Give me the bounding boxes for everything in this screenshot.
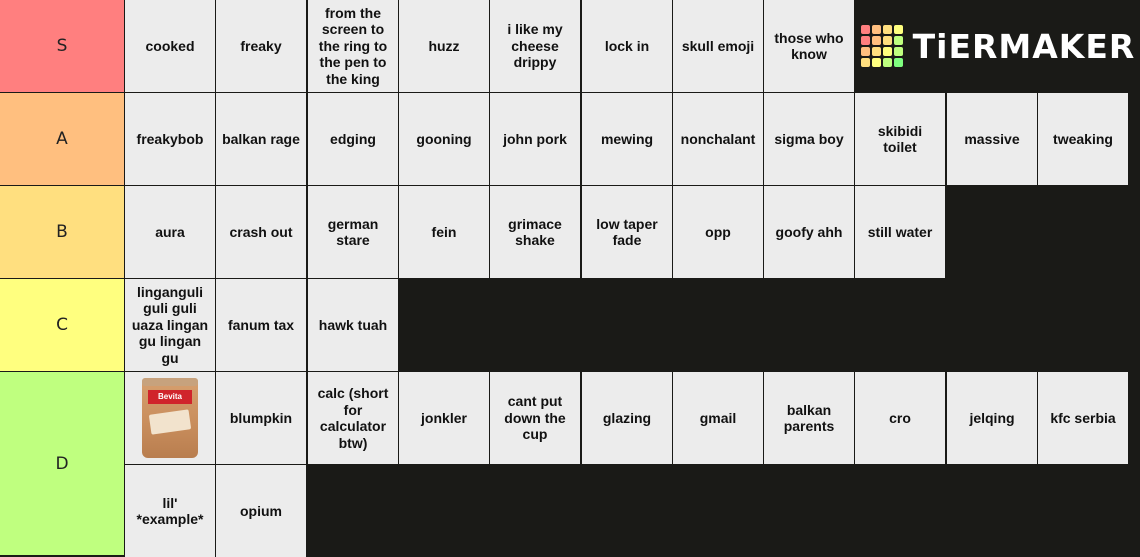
tier-item-image-bevita[interactable] xyxy=(125,372,215,464)
tier-item-label xyxy=(776,224,843,241)
tier-item-label xyxy=(228,317,294,334)
tier-item[interactable] xyxy=(764,93,854,185)
tier-item-line: the pen to xyxy=(319,54,387,71)
tier-item[interactable] xyxy=(308,372,398,464)
logo-text: TiERMAKER xyxy=(912,26,1136,66)
tier-item-line: jonkler xyxy=(421,409,467,426)
tier-item-line: down the xyxy=(504,409,566,426)
tier-item-line: btw) xyxy=(338,434,368,451)
tier-label-d: D xyxy=(0,372,124,556)
tier-item[interactable] xyxy=(399,93,489,185)
bag-window xyxy=(149,409,191,434)
tier-item[interactable] xyxy=(125,93,215,185)
tier-label-b: B xyxy=(0,186,124,279)
logo-square xyxy=(894,58,903,67)
logo-grid-icon xyxy=(861,25,903,67)
tier-item-line: i like my xyxy=(507,21,563,38)
bag-top xyxy=(142,378,198,386)
tier-item-line: mewing xyxy=(600,130,654,147)
tier-item-line: german xyxy=(327,215,379,232)
tier-item-line: opium xyxy=(240,502,282,519)
tier-item-line: john pork xyxy=(503,130,567,147)
tier-label-a: A xyxy=(0,93,124,186)
tier-item[interactable] xyxy=(125,186,215,278)
tier-item-label xyxy=(596,216,657,249)
tier-item-label xyxy=(318,385,389,451)
tier-item[interactable] xyxy=(855,186,945,278)
logo-square xyxy=(861,58,870,67)
tier-item-label xyxy=(432,224,457,241)
tier-item-line: lock in xyxy=(604,37,650,54)
tier-item[interactable] xyxy=(216,279,306,371)
tier-item-line: guli guli xyxy=(143,300,197,317)
tier-item[interactable] xyxy=(125,279,215,371)
tier-item-line: gmail xyxy=(699,409,737,426)
tier-item[interactable] xyxy=(216,465,306,557)
tier-item-line: balkan rage xyxy=(222,130,300,147)
product-bag-image xyxy=(132,376,208,460)
tier-item[interactable] xyxy=(855,93,945,185)
tier-item-label xyxy=(229,224,292,241)
tier-item-label xyxy=(889,410,911,427)
tier-item-label xyxy=(1050,410,1115,427)
logo-square xyxy=(861,47,870,56)
logo-square xyxy=(861,36,870,45)
tier-item[interactable] xyxy=(490,372,580,464)
tier-item[interactable] xyxy=(582,0,672,92)
logo-square xyxy=(872,58,881,67)
tier-item-line: know xyxy=(791,46,827,62)
tier-item[interactable] xyxy=(216,93,306,185)
tier-item[interactable] xyxy=(216,0,306,92)
tier-item-label xyxy=(421,410,467,427)
tier-item-label xyxy=(603,410,651,427)
tier-item-line: gooning xyxy=(416,130,472,147)
tier-item-label xyxy=(682,38,754,55)
tier-item-line: blumpkin xyxy=(229,409,293,426)
tier-item-line: parents xyxy=(783,418,835,434)
tier-item-line: toilet xyxy=(883,139,917,155)
tier-item-label xyxy=(1053,131,1113,148)
tier-item-label xyxy=(700,410,737,427)
tier-item-label xyxy=(330,131,376,148)
tier-item-line: crash out xyxy=(229,223,293,240)
tier-item-label xyxy=(507,21,562,71)
tier-item-line: fein xyxy=(431,223,457,240)
tier-item-label xyxy=(969,410,1014,427)
tier-item-label xyxy=(240,503,282,520)
tier-item-label xyxy=(132,284,208,367)
tier-item-line: for xyxy=(343,401,363,418)
tier-item-line: cheese xyxy=(511,37,559,54)
tier-item[interactable] xyxy=(308,93,398,185)
tier-item[interactable] xyxy=(125,0,215,92)
tier-item-line: low taper xyxy=(596,215,658,232)
tier-item-line: balkan xyxy=(786,401,832,418)
tier-item[interactable] xyxy=(582,372,672,464)
tier-item-line: tweaking xyxy=(1053,130,1113,147)
tier-item-label xyxy=(601,131,653,148)
tier-item-line: massive xyxy=(964,130,1020,147)
tier-item[interactable] xyxy=(764,372,854,464)
tier-item-line: those who xyxy=(774,29,844,46)
tier-item[interactable] xyxy=(673,0,763,92)
tier-item-line: fanum tax xyxy=(227,316,295,333)
tier-item[interactable] xyxy=(308,0,398,92)
tier-item-line: sigma boy xyxy=(774,130,844,147)
tier-item-line: goofy ahh xyxy=(775,223,843,240)
tier-item-line: hawk tuah xyxy=(318,316,388,333)
tier-item-line: nonchalant xyxy=(680,130,756,147)
logo-square xyxy=(894,25,903,34)
tier-item[interactable] xyxy=(855,372,945,464)
tier-item[interactable] xyxy=(1038,93,1128,185)
tier-item-label xyxy=(416,131,471,148)
tier-item[interactable] xyxy=(1038,372,1128,464)
tier-item-line: calculator xyxy=(319,418,387,434)
tier-item-line: gu xyxy=(161,349,179,366)
tier-item-label xyxy=(508,216,562,249)
tier-item-line: calc (short xyxy=(317,385,389,401)
tier-item-label xyxy=(868,224,933,241)
tier-item-label xyxy=(155,224,185,241)
tier-item-line: screen to xyxy=(321,21,385,38)
tier-item-line: grimace xyxy=(508,215,562,232)
tier-item[interactable] xyxy=(947,93,1037,185)
logo-square xyxy=(883,58,892,67)
tier-item-line: huzz xyxy=(428,37,460,54)
tier-item-line: shake xyxy=(515,232,555,248)
tier-item-line: opp xyxy=(705,223,731,240)
tier-item[interactable] xyxy=(764,186,854,278)
tier-item-label xyxy=(145,38,194,55)
tier-item-label xyxy=(222,131,300,148)
tier-item-label xyxy=(319,5,387,88)
tier-item-label xyxy=(328,216,379,249)
tier-item-line: glazing xyxy=(602,409,652,426)
logo-square xyxy=(894,47,903,56)
logo-square xyxy=(872,47,881,56)
tier-item[interactable] xyxy=(308,279,398,371)
tier-item[interactable] xyxy=(216,186,306,278)
tier-item-line: skibidi xyxy=(877,122,923,139)
tier-item-line: fade xyxy=(612,232,642,248)
tier-item-line: *example* xyxy=(136,511,204,527)
tier-item-line: cup xyxy=(522,426,548,443)
tier-item-line: aura xyxy=(155,223,185,240)
bag-shape xyxy=(142,378,198,458)
logo-square xyxy=(894,36,903,45)
tier-item[interactable] xyxy=(490,186,580,278)
tier-item-line: drippy xyxy=(513,54,557,71)
logo-square xyxy=(883,36,892,45)
tier-item-line: freaky xyxy=(240,37,282,54)
tier-item[interactable] xyxy=(399,372,489,464)
tier-item-label xyxy=(705,224,731,241)
tier-item-label xyxy=(681,131,756,148)
tier-item[interactable] xyxy=(582,186,672,278)
tier-item-line: cooked xyxy=(145,37,195,54)
tier-item[interactable] xyxy=(947,372,1037,464)
tier-item-line: linganguli xyxy=(136,283,204,300)
tier-item[interactable] xyxy=(764,0,854,92)
tier-item-label xyxy=(137,131,204,148)
tier-item-line: cro xyxy=(889,409,911,426)
logo-square xyxy=(872,25,881,34)
bag-brand-label: Bevita xyxy=(148,390,192,404)
tier-label-s: S xyxy=(0,0,124,93)
tier-item-line: edging xyxy=(330,130,376,147)
tier-item-label xyxy=(504,393,565,443)
tier-item[interactable] xyxy=(673,186,763,278)
tier-item[interactable] xyxy=(399,0,489,92)
tier-item[interactable] xyxy=(673,372,763,464)
tier-item-label xyxy=(774,131,843,148)
tier-item-line: uaza lingan xyxy=(131,316,209,333)
tier-item-label xyxy=(605,38,649,55)
tier-item-line: jelqing xyxy=(969,409,1015,426)
tier-item[interactable] xyxy=(308,186,398,278)
tier-item-line: gu lingan xyxy=(138,333,202,350)
tier-item[interactable] xyxy=(673,93,763,185)
tier-item-line: the ring to xyxy=(318,37,388,54)
tier-item-label xyxy=(503,131,567,148)
tier-item-line: from the xyxy=(325,4,381,21)
tiermaker-logo xyxy=(856,0,1140,92)
tier-item[interactable] xyxy=(125,465,215,557)
tier-item-line: the king xyxy=(326,70,380,87)
tier-item-line: cant put xyxy=(507,393,563,410)
logo-square xyxy=(883,47,892,56)
tier-item[interactable] xyxy=(490,0,580,92)
tier-item-line: still water xyxy=(867,223,933,240)
tier-item[interactable] xyxy=(399,186,489,278)
tier-item[interactable] xyxy=(216,372,306,464)
tier-item-line: skull emoji xyxy=(681,37,755,54)
logo-square xyxy=(861,25,870,34)
tier-item-label xyxy=(240,38,281,55)
logo-square xyxy=(883,25,892,34)
tier-item-label xyxy=(319,317,387,334)
tier-item[interactable] xyxy=(582,93,672,185)
tier-item[interactable] xyxy=(490,93,580,185)
tier-item-label xyxy=(137,495,204,528)
tier-item-line: stare xyxy=(336,232,370,248)
tier-item-line: kfc serbia xyxy=(1050,409,1116,426)
tier-item-label xyxy=(964,131,1019,148)
tier-item-label xyxy=(784,402,835,435)
tier-item-label xyxy=(774,30,843,63)
tier-label-c: C xyxy=(0,279,124,372)
tier-item-label xyxy=(428,38,459,55)
tier-item-label xyxy=(230,410,292,427)
tier-item-label xyxy=(878,123,922,156)
logo-square xyxy=(872,36,881,45)
tier-item-line: lil' xyxy=(162,494,178,511)
tier-item-line: freakybob xyxy=(136,130,204,147)
